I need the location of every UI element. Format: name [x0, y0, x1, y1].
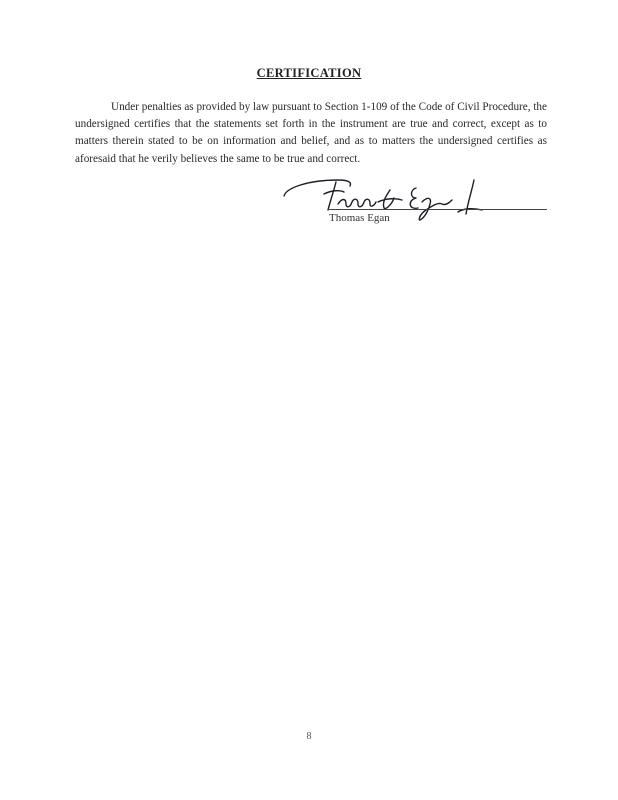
page-title: CERTIFICATION	[256, 66, 362, 80]
page-number: 8	[306, 731, 312, 742]
signature-block	[278, 168, 550, 238]
signer-name: Thomas Egan	[329, 212, 390, 224]
handwritten-signature	[278, 168, 550, 224]
certification-paragraph: Under penalties as provided by law pursuant to Section 1-109 of the Code of Civil Procedure, the undersigned certifies that the statements set forth in the instrument are true and correct, except as to matters therein stated to be on information and belief, and as to matters the undersigned certifies as aforesaid that he verily believes the same to be true and correct.	[75, 101, 547, 165]
signature-line	[328, 209, 547, 210]
